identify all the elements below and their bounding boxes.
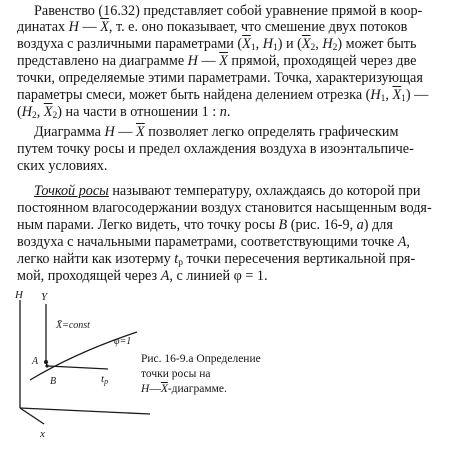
p2-line-3: ских условиях. — [17, 158, 108, 174]
p3-line-4: воздуха с начальными параметрами, соответствующими точке A, — [17, 234, 410, 250]
p1-line-4: представлено на диаграмме H — $\overline{X}$ прямой, проходящей через две — [17, 53, 417, 69]
p2-line-2: путем точку росы и предел охлаждения воздуха в изоэнтальпиче- — [17, 141, 414, 157]
point-a-label: A — [32, 356, 39, 367]
figure-16-9a — [0, 286, 462, 454]
p1-line-1: Равенство (16.32) представляет собой уравнение прямой в коор- — [34, 3, 423, 19]
p1-line-7: ($H_2$, $\overline{X}_2$) на части в отношении 1 : n. — [17, 104, 231, 121]
hx-diagram — [0, 286, 462, 454]
tp-label: tp — [101, 373, 109, 386]
y-axis-label: Y — [41, 291, 48, 303]
p1-line-2: динатах H — $\overline{X}$, т. е. оно показывает, что смешение двух потоков — [17, 19, 408, 35]
isotherm-tp-line — [48, 366, 108, 369]
x-const-label: X̄=const — [56, 320, 90, 331]
axis-y-line — [20, 408, 150, 414]
p1-line-6: параметры смеси, может быть найдена делением отрезка ($H_1$, $\overline{X}_1$) — — [17, 87, 429, 104]
p2-line-1: Диаграмма H — $\overline{X}$ позволяет легко определять графическим — [34, 124, 399, 140]
p3-line-1: Точкой росы называют температуру, охлаждаясь до которой при — [34, 183, 421, 199]
caption-line-2: точки росы на — [141, 368, 211, 380]
phi-label: φ=1 — [114, 336, 132, 347]
p3-line-2: постоянном влагосодержании воздух становится насыщенным водя- — [17, 200, 432, 216]
x-axis-label: x — [40, 428, 45, 440]
h-axis-label: H — [15, 289, 23, 301]
axis-x-line — [20, 408, 44, 424]
p3-line-5: легко найти как изотерму $t_р$ точки пересечения вертикальной пря- — [17, 251, 416, 268]
p3-line-3: ным парами. Легко видеть, что точку росы B (рис. 16-9, a) для — [17, 217, 393, 233]
p1-line-3: воздуха с различными параметрами ($\overline{X}_1$, $H_1$) и ($\overline{X}_2$, $H_2$) может быть — [17, 36, 417, 53]
p3-line-6: мой, проходящей через A, с линией φ = 1. — [17, 268, 268, 284]
point-b-label: B — [50, 376, 57, 387]
point-b-dot — [45, 364, 48, 367]
caption-line-1: Рис. 16-9.a Определение — [141, 353, 261, 365]
p1-line-5: точки, определяемые этими параметрами. Точка, характеризующая — [17, 70, 423, 86]
point-a-dot — [44, 360, 48, 364]
caption-line-3: $H—\overline{X}$-диаграмме. — [141, 383, 227, 395]
